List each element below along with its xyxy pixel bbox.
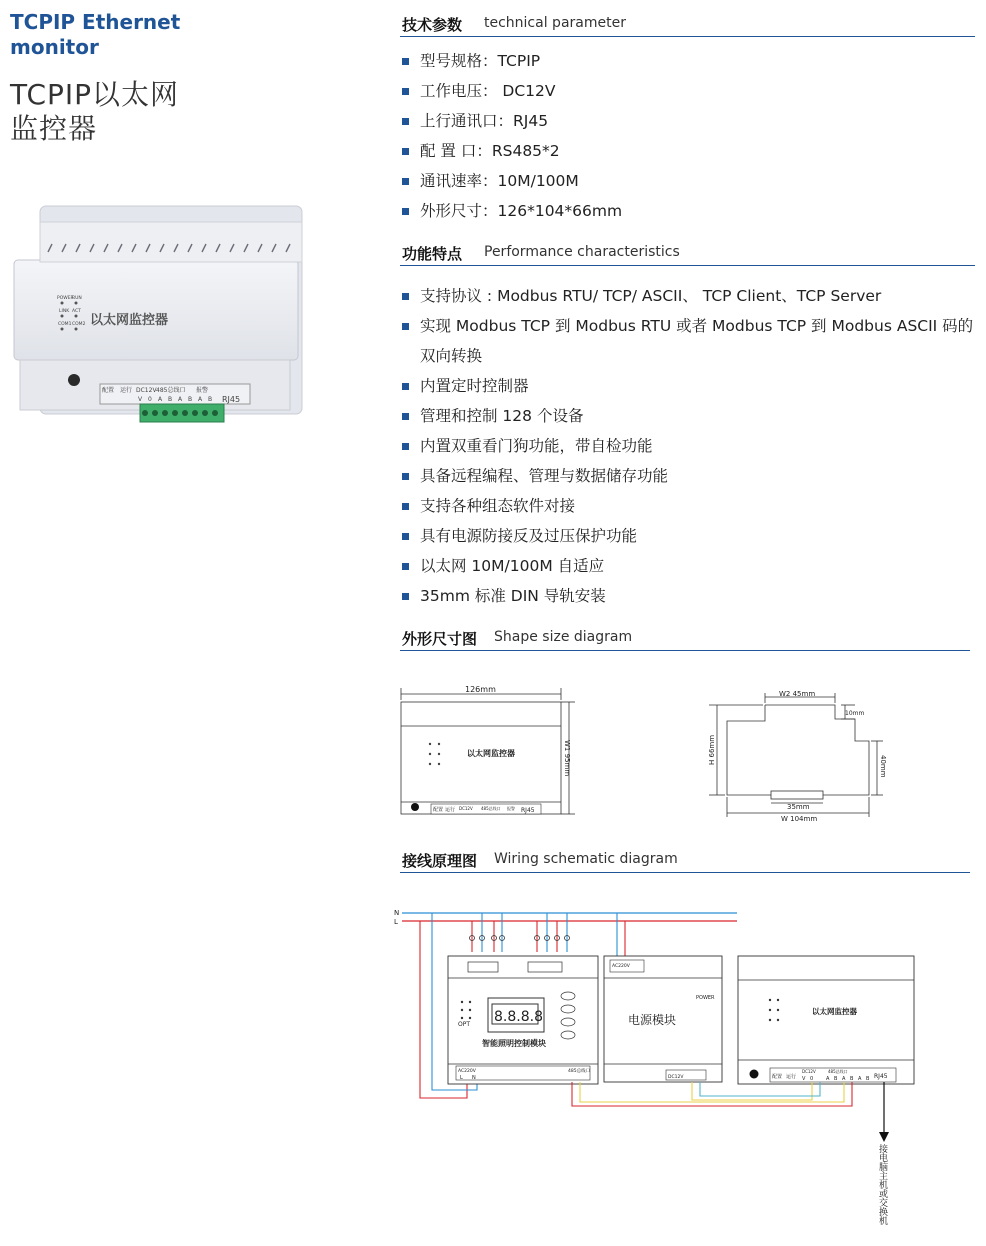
lighting-ac-label: AC220V: [458, 1069, 476, 1074]
line-n-label: N: [394, 909, 400, 917]
monitor-rj45-label: RJ45: [874, 1073, 888, 1080]
photo-pin-v: V: [138, 396, 143, 403]
product-title-en: TCPIP Ethernet monitor: [10, 10, 181, 59]
lighting-opt-label: OPT: [458, 1021, 471, 1028]
list-item: 管理和控制 128 个设备: [400, 401, 980, 431]
bullet-icon: [402, 208, 409, 215]
front-label-run: 运行: [445, 807, 456, 813]
device-photo: [10, 200, 310, 430]
front-label-dc12v: DC12V: [459, 806, 473, 811]
bullet-icon: [402, 293, 409, 300]
side-height-label: H 66mm: [708, 734, 716, 765]
bullet-icon: [402, 58, 409, 65]
performance-heading-cn: 功能特点: [402, 245, 463, 263]
power-led-label: POWER: [696, 995, 715, 1001]
bullet-icon: [402, 533, 409, 540]
line-l-label: L: [394, 918, 398, 926]
bullet-icon: [402, 563, 409, 570]
green-terminal-block: [140, 404, 224, 422]
technical-heading-en: technical parameter: [484, 15, 626, 31]
product-title-cn-line2: 监控器: [10, 112, 98, 145]
performance-heading-en: Performance characteristics: [484, 244, 680, 260]
photo-label-485: 485总线口: [156, 387, 186, 394]
led-label-com1: COM1: [58, 322, 72, 327]
power-dc-label: DC12V: [668, 1075, 684, 1080]
power-ac-label: AC220V: [612, 964, 630, 969]
power-module: [604, 956, 722, 1082]
wiring-heading-en: Wiring schematic diagram: [494, 851, 678, 867]
photo-pin-a3: A: [198, 396, 203, 403]
monitor-run-label: 运行: [786, 1074, 797, 1080]
wiring-diagram: [392, 900, 932, 1246]
list-item: 内置双重看门狗功能，带自检功能: [400, 431, 980, 461]
side-step-label: 10mm: [845, 710, 865, 717]
config-button: [68, 374, 80, 386]
list-item: 上行通讯口：RJ45: [400, 106, 980, 136]
list-item: 配 置 口：RS485*2: [400, 136, 980, 166]
side-width-label: W 104mm: [781, 815, 818, 823]
bullet-icon: [402, 118, 409, 125]
arrow-down-icon: [879, 1132, 889, 1142]
monitor-pin-0: 0: [810, 1076, 814, 1082]
bullet-icon: [402, 148, 409, 155]
monitor-485-label: 485总线口: [828, 1069, 848, 1074]
front-panel-label: 以太网监控器: [467, 749, 515, 758]
list-item: 35mm 标准 DIN 导轨安装: [400, 581, 980, 611]
technical-heading-cn: 技术参数: [402, 16, 463, 34]
monitor-dc-label: DC12V: [802, 1069, 816, 1074]
bullet-icon: [402, 383, 409, 390]
photo-label-alarm: 报警: [196, 387, 209, 394]
list-item: 具有电源防接反及过压保护功能: [400, 521, 980, 551]
monitor-pin-a3: A: [858, 1076, 862, 1082]
led-label-act: ACT: [72, 309, 81, 314]
photo-pin-b1: B: [168, 396, 173, 403]
photo-label-config: 配置: [102, 387, 115, 394]
monitor-pin-v: V: [802, 1076, 806, 1082]
photo-pin-b3: B: [208, 396, 213, 403]
front-label-485: 485总线口: [481, 806, 501, 811]
bullet-icon: [402, 593, 409, 600]
photo-pin-0: 0: [148, 396, 152, 403]
list-item: 实现 Modbus TCP 到 Modbus RTU 或者 Modbus TCP 到 Modbus ASCII 码的双向转换: [400, 311, 980, 371]
side-rail-label: 35mm: [787, 803, 810, 811]
front-width-label: 126mm: [465, 685, 496, 694]
monitor-pin-a2: A: [842, 1076, 846, 1082]
photo-label-dc12v: DC12V: [136, 387, 157, 394]
lighting-module-label: 智能照明控制模块: [482, 1039, 546, 1048]
front-label-alarm: 报警: [507, 806, 515, 811]
lighting-module: [448, 956, 598, 1084]
monitor-config-button: [750, 1070, 759, 1079]
product-title-cn-line1: TCPIP以太网: [10, 78, 180, 111]
technical-list: [400, 46, 980, 226]
front-dimension-drawing: [395, 680, 585, 825]
monitor-pin-b1: B: [834, 1076, 838, 1082]
side-dimension-drawing: [705, 685, 895, 825]
led-label-run: RUN: [72, 296, 82, 301]
front-config-button: [411, 803, 419, 811]
bullet-icon: [402, 88, 409, 95]
front-height-label: W1 95mm: [563, 740, 571, 777]
shape-heading: [400, 620, 970, 651]
bullet-icon: [402, 323, 409, 330]
performance-heading: [400, 235, 975, 266]
monitor-module: [738, 956, 914, 1084]
front-label-rj45: RJ45: [521, 807, 535, 814]
photo-label-rj45: RJ45: [222, 395, 241, 404]
lighting-n-label: N: [472, 1075, 476, 1081]
photo-pin-b2: B: [188, 396, 193, 403]
led-label-link: LINK: [59, 309, 70, 314]
performance-list: [400, 281, 980, 611]
product-title-cn: [10, 78, 230, 146]
computer-note: 接电脑主机或交换机: [877, 1144, 887, 1225]
led-label-com2: COM2: [72, 322, 86, 327]
bullet-icon: [402, 413, 409, 420]
list-item: 支持协议 : Modbus RTU/ TCP/ ASCII、 TCP Client、TCP Server: [400, 281, 980, 311]
lighting-485-label: 485总线口: [568, 1069, 591, 1074]
technical-heading: [400, 6, 975, 37]
list-item: 内置定时控制器: [400, 371, 980, 401]
lighting-l-label: L: [460, 1075, 463, 1081]
side-right-label: 40mm: [879, 755, 887, 778]
list-item: 通讯速率：10M/100M: [400, 166, 980, 196]
monitor-label: 以太网监控器: [812, 1007, 857, 1016]
side-top-label: W2 45mm: [779, 690, 816, 698]
wiring-heading: [400, 842, 970, 873]
shape-heading-cn: 外形尺寸图: [402, 630, 478, 648]
power-module-label: 电源模块: [628, 1013, 677, 1027]
list-item: 型号规格：TCPIP: [400, 46, 980, 76]
bullet-icon: [402, 178, 409, 185]
monitor-config-label: 配置: [772, 1074, 783, 1080]
wiring-heading-cn: 接线原理图: [402, 852, 478, 870]
photo-pin-a2: A: [178, 396, 183, 403]
monitor-pin-b3: B: [866, 1076, 870, 1082]
bullet-icon: [402, 443, 409, 450]
front-label-config: 配置: [433, 807, 444, 813]
list-item: 工作电压： DC12V: [400, 76, 980, 106]
lighting-display: 8.8.8.8: [494, 1009, 543, 1025]
list-item: 以太网 10M/100M 自适应: [400, 551, 980, 581]
monitor-pin-a1: A: [826, 1076, 830, 1082]
device-front-label: 以太网监控器: [90, 313, 169, 328]
bullet-icon: [402, 473, 409, 480]
monitor-pin-b2: B: [850, 1076, 854, 1082]
led-label-power: POWER: [57, 296, 74, 301]
list-item: 外形尺寸：126*104*66mm: [400, 196, 980, 226]
photo-label-run: 运行: [120, 387, 133, 394]
shape-heading-en: Shape size diagram: [494, 629, 633, 645]
photo-pin-a1: A: [158, 396, 163, 403]
list-item: 具备远程编程、管理与数据储存功能: [400, 461, 980, 491]
bullet-icon: [402, 503, 409, 510]
list-item: 支持各种组态软件对接: [400, 491, 980, 521]
